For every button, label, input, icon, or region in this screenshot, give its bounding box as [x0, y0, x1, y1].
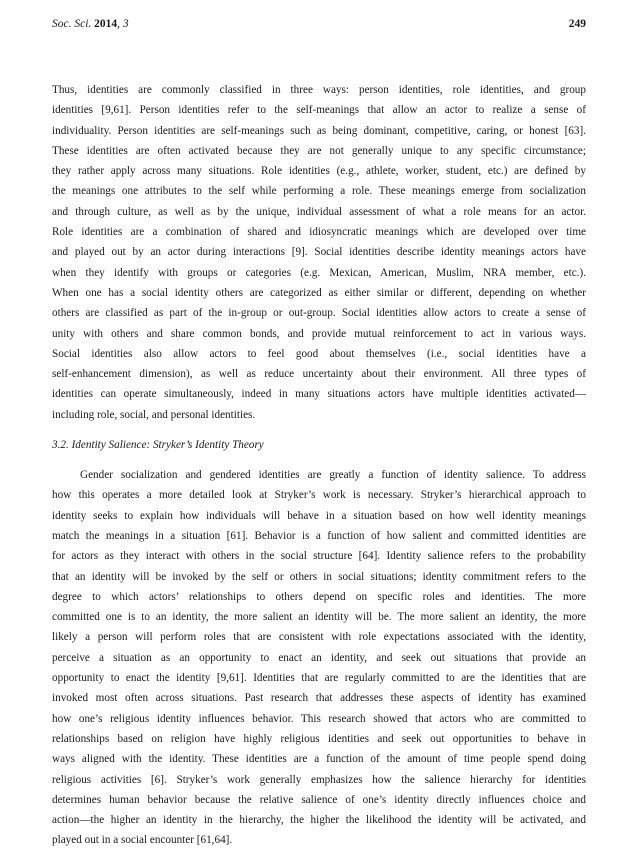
text-line: Gender socialization and gendered identities are greatly a function of identity salience. To address: [80, 469, 586, 482]
text-line: they rather apply across many situations. Role identities (e.g., athlete, worker, student, etc.) are defined by: [52, 165, 586, 178]
text-line: These identities are often activated because they are not generally unique to any specific circumstance;: [52, 144, 586, 157]
text-line: determines human behavior because the relative salience of one’s identity directly influences choice and: [52, 793, 586, 806]
text-line: perceive a situation as an opportunity to enact an identity, and seek out situations that provide an: [52, 651, 586, 664]
text-line: individuality. Person identities are self-meanings such as being dominant, competitive, caring, or honest [63].: [52, 124, 586, 137]
page-number: 249: [568, 18, 586, 30]
text-line: Thus, identities are commonly classified in three ways: person identities, role identities, and group: [52, 84, 586, 96]
text-line: that an identity will be invoked by the self or others in social situations; identity commitment refers to the: [52, 570, 586, 583]
text-line: unity with others and share common bonds, and provide mutual reinforcement to act in various ways.: [52, 327, 586, 340]
text-line: When one has a social identity others are categorized as either similar or different, depending on whether: [52, 286, 586, 299]
text-line: Social identities also allow actors to feel good about themselves (i.e., social identities have a: [52, 347, 586, 360]
text-line: and played out by an actor during interactions [9]. Social identities describe identity meanings actors have: [52, 246, 586, 259]
text-line: invoked most often across situations. Past research that addresses these aspects of identity has examined: [52, 692, 586, 705]
text-line: action—the higher an identity in the hierarchy, the higher the likelihood the identity will be activated, and: [52, 814, 586, 827]
text-line: including role, social, and personal identities.: [52, 408, 256, 421]
journal-citation: Soc. Sci. 2014, 3: [52, 18, 129, 30]
text-line: opportunity to enact the identity [9,61]. Identities that are regularly committed to are the identities that are: [52, 672, 586, 685]
text-line: for actors as they interact with others in the social structure [64]. Identity salience refers to the probability: [52, 550, 586, 563]
text-line: self-enhancement dimension), as well as reduce uncertainty about their environment. All three types of: [52, 368, 586, 381]
text-line: identities can operate simultaneously, indeed in many situations actors have multiple identities activated—: [52, 388, 586, 401]
text-line: religious activities [6]. Stryker’s work generally emphasizes how the salience hierarchy for identities: [52, 773, 586, 786]
text-line: likely a person will perform roles that are consistent with role expectations associated with the identity,: [52, 631, 586, 644]
text-line: the meanings one attributes to the self while performing a role. These meanings emerge from socialization: [52, 185, 586, 198]
text-line: degree to which actors’ relationships to others depend on specific roles and identities. The more: [52, 590, 586, 603]
text-line: when they identify with groups or categories (e.g. Mexican, American, Muslim, NRA member, etc.).: [52, 266, 586, 279]
journal-year: 2014: [94, 18, 118, 30]
article-body: [52, 80, 586, 851]
text-line: Role identities are a combination of shared and idiosyncratic meanings which are developed over time: [52, 226, 586, 239]
text-line: match the meanings in a situation [61]. Behavior is a function of how salient and committed identities are: [52, 529, 586, 542]
text-line: ways aligned with the identity. These identities are a function of the amount of time people spend doing: [52, 753, 586, 766]
page-header: [52, 18, 586, 38]
section-heading: 3.2. Identity Salience: Stryker’s Identity Theory: [52, 439, 264, 452]
text-line: played out in a social encounter [61,64].: [52, 834, 233, 847]
journal-volume: 3: [122, 18, 129, 30]
text-line: others are classified as part of the in-group or out-group. Social identities allow actors to create a sense of: [52, 307, 586, 320]
text-line: and through culture, as well as by the unique, individual assessment of what a role means for an actor.: [52, 205, 586, 218]
paragraph-identity-salience: [52, 465, 586, 851]
paragraph-person-role-group-identities: [52, 80, 586, 425]
text-line: relationships based on religion have highly religious identities and seek out opportunities to behave in: [52, 732, 586, 745]
text-line: identity seeks to explain how individuals will behave in a situation based on how well identity meanings: [52, 509, 586, 522]
text-line: how this operates a more detailed look at Stryker’s work is necessary. Stryker’s hierarchical approach to: [52, 489, 586, 502]
text-line: how one’s religious identity influences behavior. This research showed that actors who are committed to: [52, 712, 586, 725]
text-line: identities [9,61]. Person identities refer to the self-meanings that allow an actor to realize a sense of: [52, 104, 586, 117]
text-line: committed one is to an identity, the more salient an identity will be. The more salient an identity, the more: [52, 611, 586, 624]
journal-name: Soc. Sci.: [52, 18, 92, 30]
